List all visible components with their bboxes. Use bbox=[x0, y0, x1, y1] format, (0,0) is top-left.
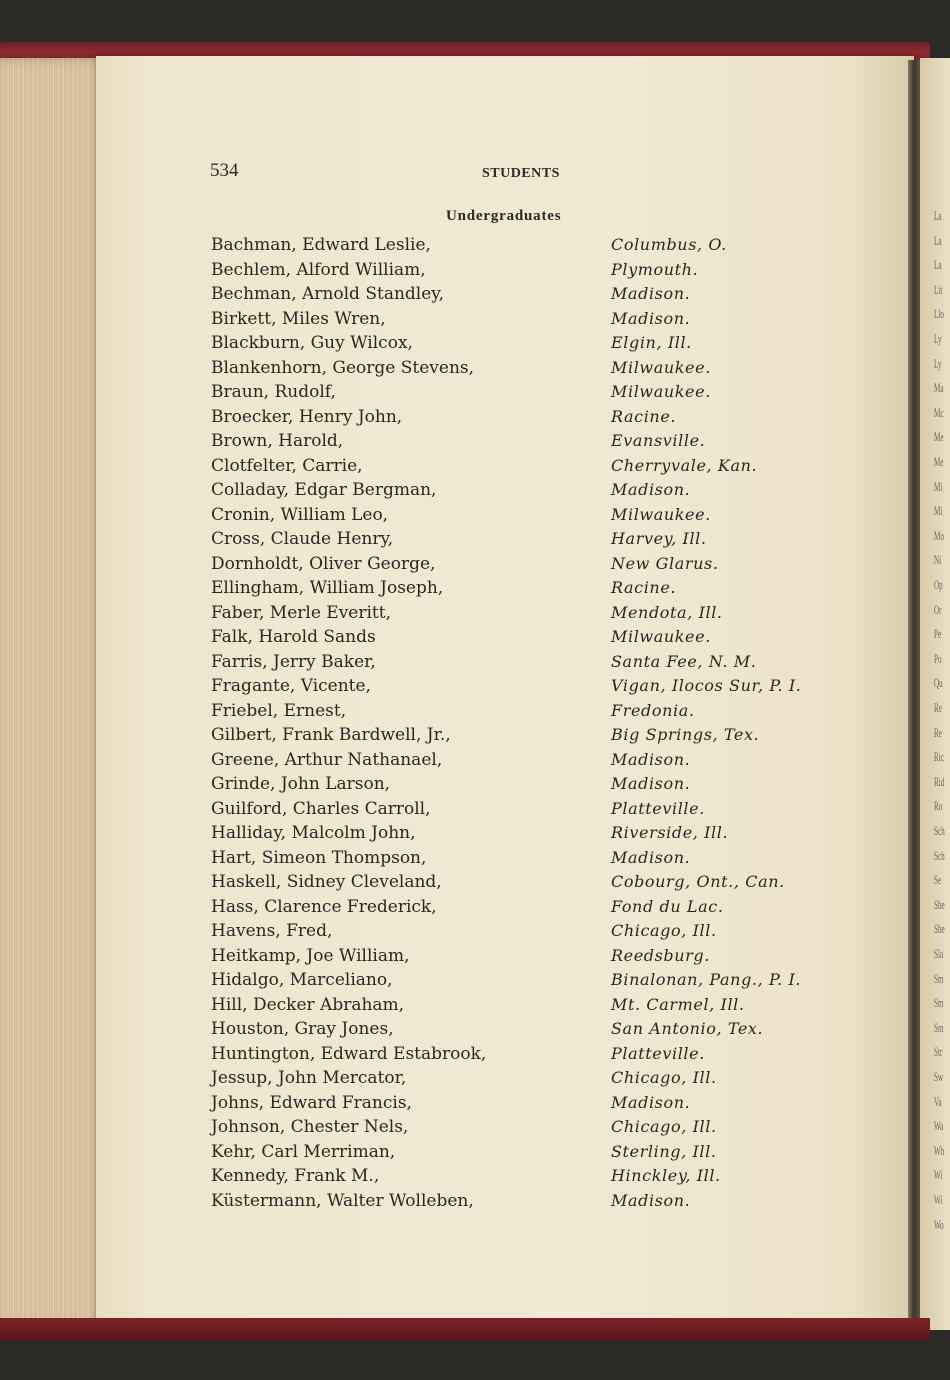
student-name: Gilbert, Frank Bardwell, Jr., bbox=[211, 725, 451, 745]
student-hometown: Racine. bbox=[611, 406, 677, 426]
next-page-fragment: La bbox=[934, 208, 942, 223]
student-hometown: Fond du Lac. bbox=[611, 896, 724, 916]
student-name: Grinde, John Larson, bbox=[211, 774, 391, 794]
student-name: Friebel, Ernest, bbox=[211, 700, 347, 721]
next-page-fragment: Lit bbox=[934, 281, 943, 297]
next-page-fragment: Ro bbox=[934, 798, 943, 814]
student-hometown: New Glarus. bbox=[611, 553, 719, 573]
next-page-fragment: Qu bbox=[934, 675, 943, 691]
student-entry bbox=[211, 870, 851, 895]
student-list bbox=[211, 233, 851, 1213]
student-name: Brown, Harold, bbox=[211, 431, 344, 451]
student-hometown: Plymouth. bbox=[611, 259, 699, 279]
page-number: 534 bbox=[210, 160, 239, 181]
next-page-fragment: Op bbox=[934, 577, 943, 592]
student-entry bbox=[211, 331, 851, 356]
next-page-fragment: Wa bbox=[934, 1118, 944, 1134]
next-page-fragment: La bbox=[934, 257, 942, 273]
student-name: Houston, Gray Jones, bbox=[211, 1019, 394, 1039]
student-entry bbox=[211, 797, 851, 822]
student-name: Havens, Fred, bbox=[211, 921, 333, 941]
student-hometown: Milwaukee. bbox=[611, 382, 711, 401]
next-page-fragment: Llo bbox=[934, 306, 944, 322]
student-name: Hart, Simeon Thompson, bbox=[211, 847, 427, 868]
student-hometown: Madison. bbox=[611, 480, 691, 499]
student-hometown: Binalonan, Pang., P. I. bbox=[611, 970, 802, 989]
student-name: Hidalgo, Marceliano, bbox=[211, 970, 393, 990]
student-entry bbox=[211, 233, 851, 258]
student-hometown: Hinckley, Ill. bbox=[611, 1166, 721, 1185]
student-name: Halliday, Malcolm John, bbox=[211, 823, 416, 843]
student-name: Bechlem, Alford William, bbox=[211, 259, 426, 280]
next-page-fragment: Sch bbox=[934, 823, 945, 838]
student-entry bbox=[211, 380, 851, 405]
student-entry bbox=[211, 454, 851, 479]
student-entry bbox=[211, 723, 851, 748]
student-name: Greene, Arthur Nathanael, bbox=[211, 749, 443, 770]
student-hometown: Fredonia. bbox=[611, 700, 695, 720]
student-name: Fragante, Vicente, bbox=[211, 676, 371, 696]
student-entry bbox=[211, 1164, 851, 1189]
student-hometown: Chicago, Ill. bbox=[611, 1117, 717, 1136]
student-entry bbox=[211, 1091, 851, 1116]
student-hometown: Madison. bbox=[611, 284, 691, 303]
next-page-strip bbox=[920, 58, 950, 1330]
next-page-fragment: Pe bbox=[934, 626, 942, 642]
student-hometown: Sterling, Ill. bbox=[611, 1141, 717, 1161]
page-edges bbox=[0, 58, 110, 1330]
next-page-fragment: Mi bbox=[934, 503, 943, 519]
student-name: Broecker, Henry John, bbox=[211, 406, 403, 427]
student-hometown: San Antonio, Tex. bbox=[611, 1019, 764, 1038]
student-name: Küstermann, Walter Wolleben, bbox=[211, 1190, 474, 1211]
student-entry bbox=[211, 552, 851, 577]
student-name: Falk, Harold Sands bbox=[211, 627, 376, 647]
student-hometown: Harvey, Ill. bbox=[611, 529, 707, 548]
student-hometown: Milwaukee. bbox=[611, 627, 711, 646]
next-page-fragment: Wh bbox=[934, 1142, 945, 1158]
next-page-fragment: Ly bbox=[934, 355, 942, 371]
student-name: Kennedy, Frank M., bbox=[211, 1166, 380, 1186]
next-page-fragment: Se bbox=[934, 872, 942, 888]
section-title: Undergraduates bbox=[446, 208, 562, 224]
student-name: Hass, Clarence Frederick, bbox=[211, 896, 437, 917]
student-hometown: Chicago, Ill. bbox=[611, 1068, 717, 1087]
student-name: Blankenhorn, George Stevens, bbox=[211, 357, 475, 378]
student-entry bbox=[211, 944, 851, 969]
student-name: Cronin, William Leo, bbox=[211, 504, 389, 525]
next-page-fragment: Re bbox=[934, 700, 942, 715]
student-name: Bechman, Arnold Standley, bbox=[211, 284, 445, 304]
next-page-fragment: Sla bbox=[934, 946, 944, 961]
next-page-fragment: She bbox=[934, 921, 945, 937]
student-hometown: Reedsburg. bbox=[611, 945, 710, 965]
student-entry bbox=[211, 307, 851, 332]
student-name: Dornholdt, Oliver George, bbox=[211, 553, 436, 574]
student-hometown: Platteville. bbox=[611, 1043, 705, 1063]
student-name: Kehr, Carl Merriman, bbox=[211, 1141, 396, 1162]
student-entry bbox=[211, 258, 851, 283]
next-page-fragment: Re bbox=[934, 724, 942, 740]
next-page-fragment: Sm bbox=[934, 1019, 944, 1035]
student-entry bbox=[211, 576, 851, 601]
student-hometown: Chicago, Ill. bbox=[611, 921, 717, 940]
student-hometown: Elgin, Ill. bbox=[611, 333, 692, 352]
student-entry bbox=[211, 895, 851, 920]
next-page-fragment: Ma bbox=[934, 380, 944, 396]
student-entry bbox=[211, 1140, 851, 1165]
next-page-fragment: Wi bbox=[934, 1167, 943, 1183]
student-hometown: Vigan, Ilocos Sur, P. I. bbox=[611, 676, 802, 695]
student-entry bbox=[211, 993, 851, 1018]
student-hometown: Platteville. bbox=[611, 798, 705, 818]
student-hometown: Mendota, Ill. bbox=[611, 602, 723, 622]
student-hometown: Cherryvale, Kan. bbox=[611, 455, 758, 475]
student-name: Hill, Decker Abraham, bbox=[211, 994, 405, 1015]
next-page-fragment: Ni bbox=[934, 552, 942, 568]
student-entry bbox=[211, 846, 851, 871]
next-page-fragment: Wo bbox=[934, 1216, 944, 1232]
student-hometown: Evansville. bbox=[611, 431, 706, 450]
next-page-fragment: Sw bbox=[934, 1069, 944, 1084]
next-page-fragment: Wi bbox=[934, 1192, 943, 1207]
student-hometown: Madison. bbox=[611, 847, 691, 867]
next-page-fragment: Va bbox=[934, 1093, 942, 1109]
student-entry bbox=[211, 503, 851, 528]
next-page-fragment: Str bbox=[934, 1044, 943, 1060]
student-name: Faber, Merle Everitt, bbox=[211, 602, 391, 623]
student-entry bbox=[211, 429, 851, 454]
student-entry bbox=[211, 772, 851, 797]
student-entry bbox=[211, 478, 851, 503]
student-entry bbox=[211, 1042, 851, 1067]
student-entry bbox=[211, 699, 851, 724]
student-hometown: Milwaukee. bbox=[611, 504, 711, 524]
student-entry bbox=[211, 968, 851, 993]
student-hometown: Madison. bbox=[611, 1092, 691, 1112]
student-hometown: Racine. bbox=[611, 578, 677, 597]
next-page-fragment: Or bbox=[934, 601, 942, 617]
student-name: Guilford, Charles Carroll, bbox=[211, 798, 431, 819]
next-page-fragment: Ly bbox=[934, 331, 942, 346]
book-cover-bottom bbox=[0, 1318, 930, 1340]
student-entry bbox=[211, 356, 851, 381]
student-hometown: Columbus, O. bbox=[611, 235, 727, 254]
next-page-fragment: Mo bbox=[934, 527, 944, 543]
next-page-fragment: Mi bbox=[934, 478, 943, 494]
student-name: Jessup, John Mercator, bbox=[211, 1068, 407, 1088]
next-page-fragment: Sch bbox=[934, 847, 945, 863]
student-name: Heitkamp, Joe William, bbox=[211, 945, 410, 966]
student-name: Johns, Edward Francis, bbox=[211, 1092, 412, 1113]
student-entry bbox=[211, 1066, 851, 1091]
student-hometown: Riverside, Ill. bbox=[611, 823, 729, 842]
student-name: Birkett, Miles Wren, bbox=[211, 308, 386, 329]
student-entry bbox=[211, 1017, 851, 1042]
student-entry bbox=[211, 650, 851, 675]
student-entry bbox=[211, 1189, 851, 1214]
student-entry bbox=[211, 405, 851, 430]
student-hometown: Santa Fee, N. M. bbox=[611, 651, 757, 671]
student-name: Clotfelter, Carrie, bbox=[211, 455, 363, 476]
student-hometown: Big Springs, Tex. bbox=[611, 725, 760, 744]
student-entry bbox=[211, 282, 851, 307]
student-name: Blackburn, Guy Wilcox, bbox=[211, 333, 413, 353]
student-entry bbox=[211, 1115, 851, 1140]
student-name: Haskell, Sidney Cleveland, bbox=[211, 872, 442, 892]
student-name: Johnson, Chester Nels, bbox=[211, 1117, 409, 1137]
student-entry bbox=[211, 674, 851, 699]
student-name: Bachman, Edward Leslie, bbox=[211, 235, 431, 255]
student-entry bbox=[211, 625, 851, 650]
next-page-fragment: Sm bbox=[934, 995, 944, 1011]
student-name: Ellingham, William Joseph, bbox=[211, 578, 444, 598]
next-page-fragment: Sm bbox=[934, 970, 944, 986]
student-entry bbox=[211, 919, 851, 944]
student-entry bbox=[211, 748, 851, 773]
student-hometown: Madison. bbox=[611, 1190, 691, 1210]
student-name: Cross, Claude Henry, bbox=[211, 529, 394, 549]
student-hometown: Madison. bbox=[611, 749, 691, 769]
next-page-fragment: Me bbox=[934, 454, 944, 469]
running-head: STUDENTS bbox=[482, 166, 560, 181]
student-name: Colladay, Edgar Bergman, bbox=[211, 480, 437, 500]
student-hometown: Milwaukee. bbox=[611, 357, 711, 377]
student-entry bbox=[211, 601, 851, 626]
student-hometown: Mt. Carmel, Ill. bbox=[611, 994, 745, 1014]
student-hometown: Madison. bbox=[611, 774, 691, 793]
next-page-fragment: Po bbox=[934, 650, 942, 666]
student-hometown: Cobourg, Ont., Can. bbox=[611, 872, 785, 891]
next-page-fragment: Ric bbox=[934, 749, 944, 765]
student-name: Farris, Jerry Baker, bbox=[211, 651, 376, 672]
next-page-fragment: She bbox=[934, 896, 945, 912]
student-entry bbox=[211, 527, 851, 552]
next-page-fragment: Mc bbox=[934, 404, 944, 420]
next-page-fragment: Rid bbox=[934, 773, 945, 789]
page-header bbox=[210, 160, 830, 184]
student-name: Huntington, Edward Estabrook, bbox=[211, 1043, 487, 1064]
next-page-fragment: La bbox=[934, 232, 942, 248]
student-hometown: Madison. bbox=[611, 308, 691, 328]
student-name: Braun, Rudolf, bbox=[211, 382, 336, 402]
next-page-fragment: Me bbox=[934, 429, 944, 445]
student-entry bbox=[211, 821, 851, 846]
